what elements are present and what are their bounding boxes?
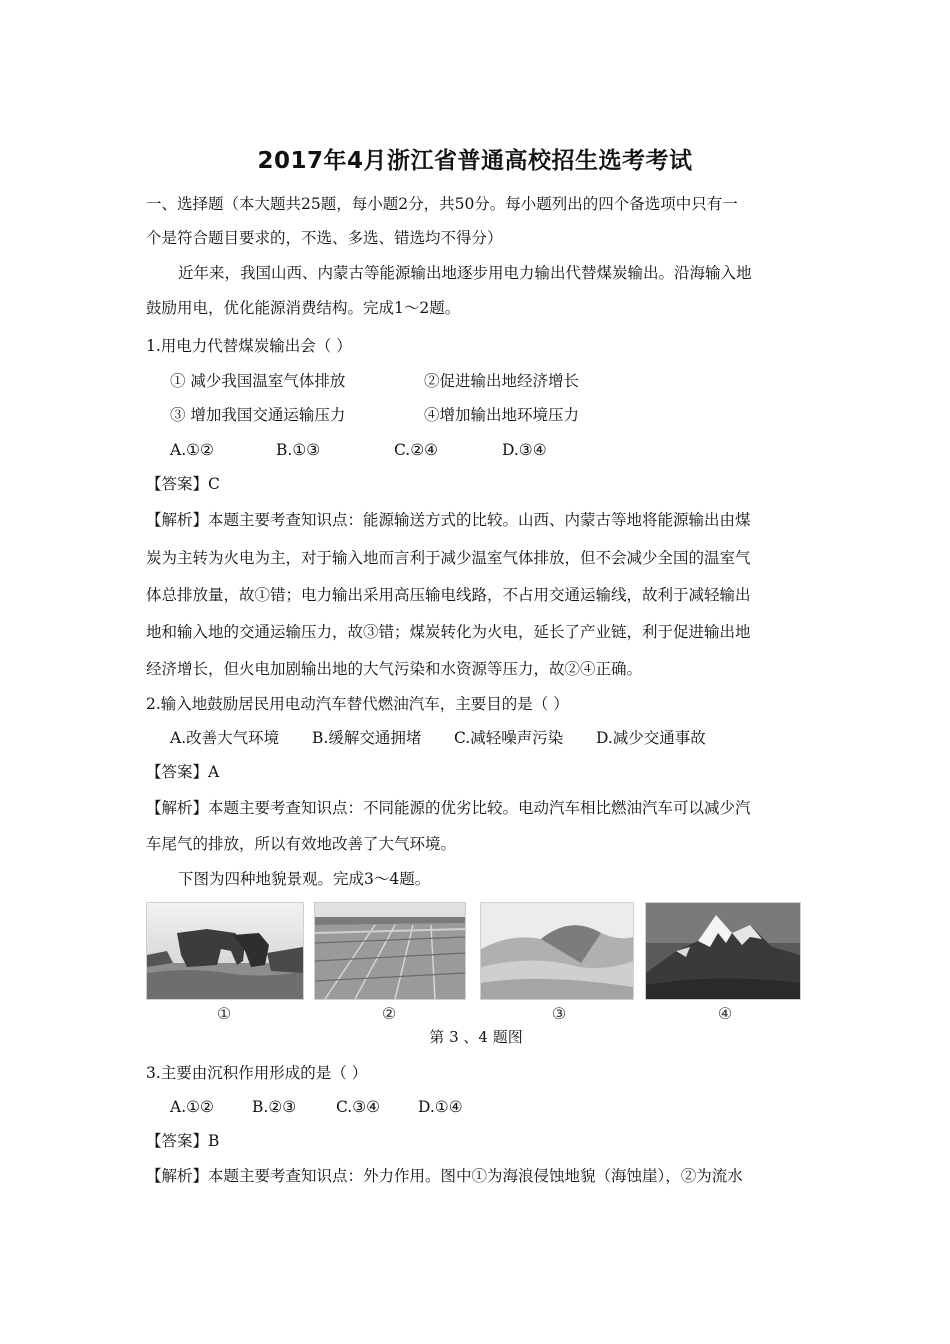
intro-1-line-2: 鼓励用电，优化能源消费结构。完成1～2题。 — [146, 299, 461, 317]
section-header-line-2: 个是符合题目要求的，不选、多选、错选均不得分） — [146, 229, 503, 247]
snow-mountain-photo — [645, 902, 801, 1000]
q2-analysis-line-1: 【解析】本题主要考查知识点：不同能源的优劣比较。电动汽车相比燃油汽车可以减少汽 — [146, 799, 751, 817]
q1-analysis-line-1: 【解析】本题主要考查知识点：能源输送方式的比较。山西、内蒙古等地将能源输出由煤 — [146, 511, 751, 529]
figure-caption: 第 3 、4 题图 — [429, 1028, 523, 1046]
q1-statement-1: ① 减少我国温室气体排放 — [170, 372, 346, 390]
river-plain-fields-photo — [314, 902, 466, 1000]
q1-statement-3: ③ 增加我国交通运输压力 — [170, 406, 346, 424]
q2-option-d: D.减少交通事故 — [596, 729, 706, 747]
q2-option-a: A.改善大气环境 — [170, 729, 280, 747]
q2-option-b: B.缓解交通拥堵 — [312, 729, 422, 747]
question-1-stem: 1.用电力代替煤炭输出会（ ） — [146, 337, 352, 355]
q2-analysis-line-2: 车尾气的排放，所以有效地改善了大气环境。 — [146, 835, 457, 853]
figure-label-1: ① — [216, 1004, 232, 1023]
q1-answer: 【答案】C — [146, 475, 220, 493]
section-header-line-1: 一、选择题（本大题共25题，每小题2分，共50分。每小题列出的四个备选项中只有一 — [146, 195, 738, 213]
q2-option-c: C.减轻噪声污染 — [454, 729, 564, 747]
intro-1-line-1: 近年来，我国山西、内蒙古等能源输出地逐步用电力输出代替煤炭输出。沿海输入地 — [178, 264, 752, 282]
q2-answer: 【答案】A — [146, 763, 220, 781]
q3-option-b: B.②③ — [252, 1098, 297, 1116]
q3-analysis-line-1: 【解析】本题主要考查知识点：外力作用。图中①为海浪侵蚀地貌（海蚀崖），②为流水 — [146, 1167, 743, 1185]
q1-option-a: A.①② — [170, 441, 214, 459]
question-2-stem: 2.输入地鼓励居民用电动汽车替代燃油汽车，主要目的是（ ） — [146, 695, 569, 713]
q3-option-d: D.①④ — [418, 1098, 463, 1116]
q1-analysis-line-5: 经济增长，但火电加剧输出地的大气污染和水资源等压力，故②④正确。 — [146, 660, 643, 678]
question-3-stem: 3.主要由沉积作用形成的是（ ） — [146, 1064, 368, 1082]
q1-option-c: C.②④ — [394, 441, 439, 459]
q1-option-b: B.①③ — [276, 441, 321, 459]
q1-analysis-line-3: 体总排放量，故①错；电力输出采用高压输电线路，不占用交通运输线，故利于减轻输出 — [146, 586, 751, 604]
q1-option-d: D.③④ — [502, 441, 547, 459]
intro-2: 下图为四种地貌景观。完成3～4题。 — [178, 870, 431, 888]
q1-analysis-line-2: 炭为主转为火电为主，对于输入地而言利于减少温室气体排放，但不会减少全国的温室气 — [146, 549, 751, 567]
q1-analysis-line-4: 地和输入地的交通运输压力，故③错；煤炭转化为火电，延长了产业链，利于促进输出地 — [146, 623, 751, 641]
page-title: 2017年4月浙江省普通高校招生选考考试 — [257, 148, 693, 174]
landform-figure — [146, 902, 806, 1048]
q1-statement-2: ②促进输出地经济增长 — [424, 372, 580, 390]
figure-label-2: ② — [381, 1004, 397, 1023]
q3-option-c: C.③④ — [336, 1098, 381, 1116]
figure-label-4: ④ — [717, 1004, 733, 1023]
q3-answer: 【答案】B — [146, 1132, 220, 1150]
q3-option-a: A.①② — [170, 1098, 214, 1116]
desert-dunes-photo — [480, 902, 634, 1000]
figure-label-3: ③ — [551, 1004, 567, 1023]
sea-arch-cliff-photo — [146, 902, 304, 1000]
q1-statement-4: ④增加输出地环境压力 — [424, 406, 580, 424]
